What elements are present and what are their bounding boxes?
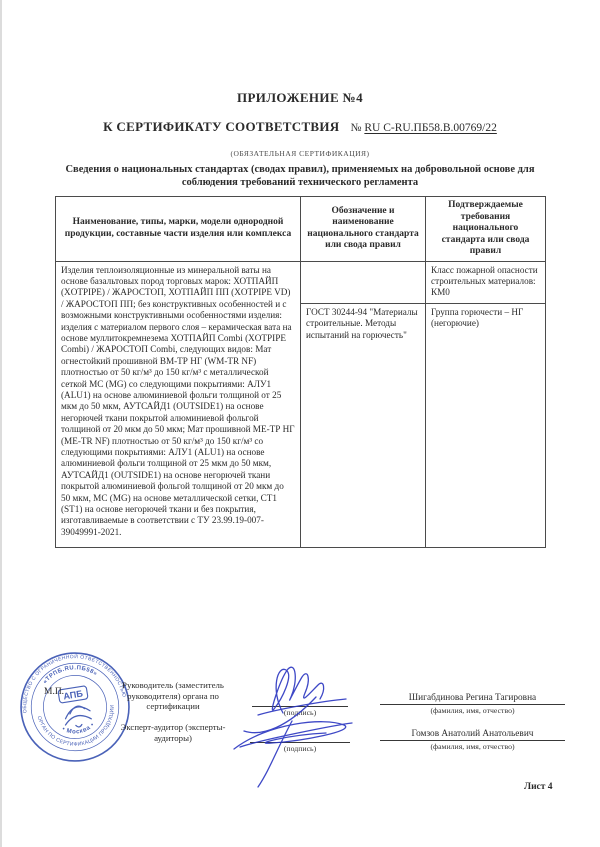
svg-text:• Москва •	[60, 721, 97, 738]
stamp-city-text: • Москва •	[60, 721, 97, 736]
certificate-number-value: RU C-RU.ПБ58.В.00769/22	[364, 122, 497, 134]
expert-name-block	[380, 729, 565, 751]
signature-caption: (подпись)	[283, 744, 317, 753]
certificate-title: К СЕРТИФИКАТУ СООТВЕТСТВИЯ	[103, 119, 340, 134]
signature-caption: (подпись)	[283, 708, 317, 717]
certificate-number	[351, 122, 497, 134]
column-header-standard: Обозначение и наименование национального стандарта или свода правил	[301, 197, 426, 262]
stamp-outer-ring-text: ОБЩЕСТВО С ОГРАНИЧЕННОЙ ОТВЕТСТВЕННОСТЬЮ	[22, 654, 127, 714]
table-header-row	[56, 197, 546, 262]
stamp-code-text: «ТРПБ.RU.ПБ58»	[42, 665, 99, 686]
certificate-title-line	[0, 119, 600, 135]
certification-type-label: (ОБЯЗАТЕЛЬНАЯ СЕРТИФИКАЦИЯ)	[230, 149, 370, 158]
standard-cell-2: ГОСТ 30244-94 "Материалы строительные. Методы испытаний на горючесть"	[301, 303, 426, 547]
product-description-cell: Изделия теплоизоляционные из минеральной ваты на основе базальтовых пород торговых марок: ХОТПАЙП (XOTPIPE) / ЖАРОСТОП, ХОТПАЙП ПП (XOTPIPE VD) / ЖАРОСТОП ПП; без конструктивных особенностей и с возможными конструктивными особенностями изделия: изделия с материалом первого слоя – керамическая вата на основе муллитокремнезема ХОТПАЙП Combi (XOTPIPE Combi) / ЖАРОСТОП Combi, следующих видов: Мат огнестойкий прошивной ВМ-ТР НГ (WM-TR NF) плотностью от 50 кг/м³ до 150 кг/м³ с металлической сеткой МС (MG) со следующими покрытиями: АЛУ1 (ALU1) на основе алюминиевой фольги толщиной от 25 мкм до 50 мкм, АУТСАЙД1 (OUTSIDE1) на основе негорючей ткани покрытой алюминиевой фольгой толщиной от 20 мкм до 50 мкм; Мат прошивной МЕ-ТР НГ (ME-TR NF) плотностью от 50 кг/м³ до 150 кг/м³ со следующими покрытиями: АЛУ1 (ALU1) на основе алюминиевой фольги толщиной от 25 мкм до 50 мкм, АУТСАЙД1 (OUTSIDE1) на основе негорючей ткани покрытой алюминиевой фольгой толщиной от 20 мкм до 50 мкм, МС (MG) на основе металлической сетки, СТ1 (ST1) на основе негорючей ткани и без покрытия, изготавливаемые в соответствии с ТУ 23.99.19-007-39049991-2021.	[56, 261, 301, 547]
certificate-number-prefix: №	[350, 122, 362, 134]
name-caption: (фамилия, имя, отчество)	[430, 742, 515, 751]
stamp-place-label: М.П.	[44, 687, 65, 697]
standards-table	[55, 196, 546, 548]
sheet-number-label: Лист 4	[524, 782, 553, 792]
column-header-requirements: Подтверждаемые требования национального стандарта или свода правил	[426, 197, 546, 262]
name-caption: (фамилия, имя, отчество)	[430, 706, 515, 715]
signature-area	[0, 640, 600, 847]
table-row	[56, 261, 546, 303]
head-name: Шигабдинова Регина Тагировна	[380, 693, 565, 705]
appendix-title: ПРИЛОЖЕНИЕ №4	[236, 90, 364, 105]
expert-name: Гомзов Анатолий Анатольевич	[380, 729, 565, 741]
expert-role-label: Эксперт-аудитор (эксперты-аудиторы)	[120, 722, 226, 743]
stamp-abbr-text: АПБ	[62, 688, 84, 702]
head-role-label: Руководитель (заместитель руководителя) органа по сертификации	[122, 680, 224, 712]
standard-cell-1	[301, 261, 426, 303]
stamp-body-ring-text: ОРГАН ПО СЕРТИФИКАЦИИ ПРОДУКЦИИ	[35, 704, 116, 748]
requirement-cell-1: Класс пожарной опасности строительных материалов: КМ0	[426, 261, 546, 303]
handwritten-signature-ink	[228, 655, 373, 795]
requirement-cell-2: Группа горючести – НГ (негорючие)	[426, 303, 546, 547]
column-header-product: Наименование, типы, марки, модели однородной продукции, составные части изделия или комплекса	[56, 197, 301, 262]
document-subtitle: Сведения о национальных стандартах (сводах правил), применяемых на добровольной основе для соблюдения требований технического регламента	[65, 164, 535, 188]
head-name-block	[380, 693, 565, 715]
